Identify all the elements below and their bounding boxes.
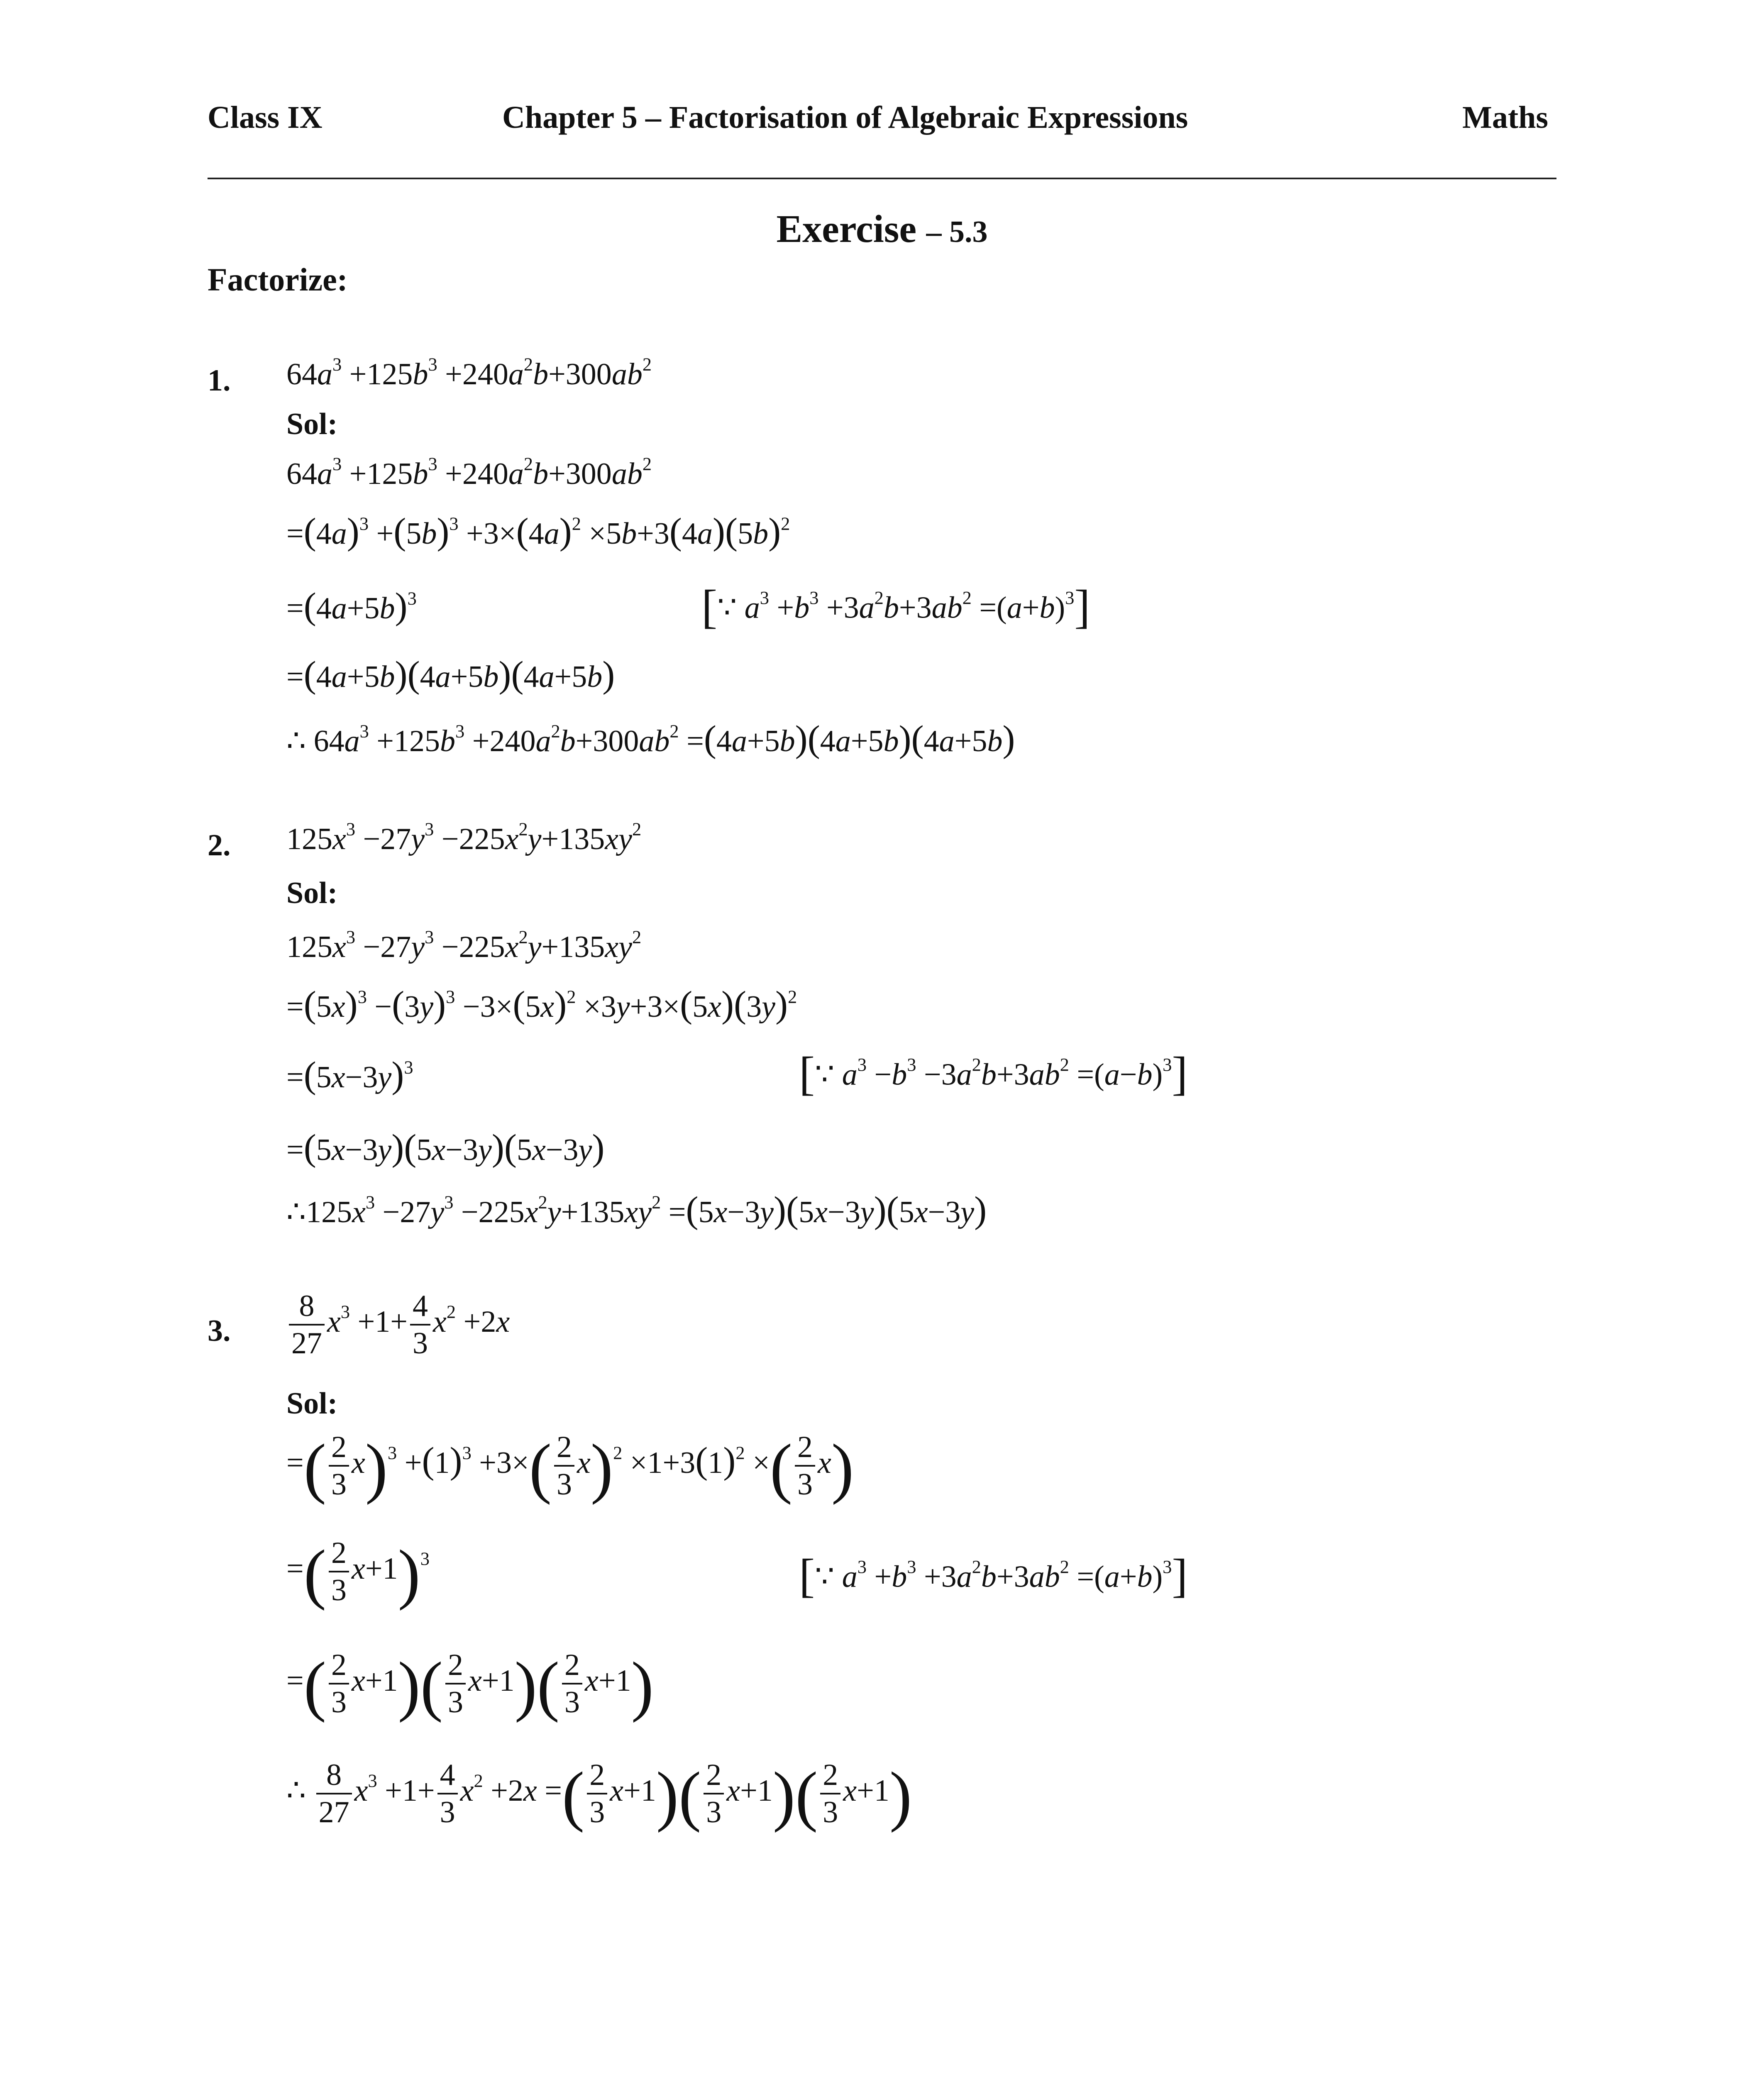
question-number-3: 3.: [208, 1314, 231, 1348]
question-3-problem: $\frac{8}{27}$ $x^3 +1+$ $\frac{4}{3}$ $x^2 +2x$: [286, 1291, 510, 1359]
question-2-problem: $125x^3 -27y^3 -225x^2y+135xy^2$: [286, 818, 642, 856]
sol-label-3: Sol:: [286, 1387, 338, 1421]
exercise-number: – 5.3: [926, 215, 988, 249]
q2-identity: [∵ $a^3 -b^3 -3a^2b+3ab^2 =(a-b)^3$]: [799, 1047, 1188, 1100]
q3-step-4: ∴ $\frac{8}{27}$ $x^3 +1+$ $\frac{4}{3}$ $x^2 +2x$ =( $\frac{2}{3}$ x+1)( $\frac{2}{3}$ x+1)( $\frac{2}{3}$ x+1): [286, 1758, 912, 1833]
header-rule: [208, 178, 1556, 179]
instruction: Factorize:: [208, 261, 348, 298]
question-1-problem: $64a^3 +125b^3 +240a^2b+300ab^2$: [286, 354, 652, 391]
class-label: Class IX: [208, 100, 323, 135]
q3-step-2: =( $\frac{2}{3}$ x+1)$^3$: [286, 1536, 430, 1611]
exercise-word: Exercise: [776, 208, 917, 251]
q1-step-4: =(4a+5b)(4a+5b)(4a+5b): [286, 654, 615, 695]
q1-step-5: ∴ $64a^3 +125b^3 +240a^2b+300ab^2 =(4a+5b)(4a+5b)(4a+5b)$: [286, 718, 1015, 759]
q2-step-2: $=(5x)^3 -(3y)^3 -3\times(5x)^2 \times 3y+3\times(5x)(3y)^2$: [286, 984, 797, 1025]
q3-step-3: =( $\frac{2}{3}$ x+1)( $\frac{2}{3}$ x+1)( $\frac{2}{3}$ x+1): [286, 1648, 654, 1723]
question-number-1: 1.: [208, 364, 231, 398]
question-number-2: 2.: [208, 828, 231, 862]
subject-label: Maths: [1462, 100, 1548, 135]
q3-step-1: =( $\frac{2}{3}$ $x)^3 +(1)^3 +3\times$( $\frac{2}{3}$ $x)^2 \times 1+3(1)^2$ ×( $\frac{2}{3}$ x): [286, 1430, 854, 1506]
chapter-title: Chapter 5 – Factorisation of Algebraic Expressions: [502, 100, 1188, 135]
q2-step-1: $125x^3 -27y^3 -225x^2y+135xy^2$: [286, 926, 642, 964]
q1-step-1: $64a^3 +125b^3 +240a^2b+300ab^2$: [286, 453, 652, 491]
q2-step-5: $\therefore 125x^3 -27y^3 -225x^2y+135xy^2 =(5x-3y)(5x-3y)(5x-3y)$: [286, 1189, 987, 1230]
q1-identity: [∵ $a^3 +b^3 +3a^2b+3ab^2 =(a+b)^3$]: [701, 580, 1090, 633]
q2-step-3: $=(5x-3y)^3$: [286, 1054, 413, 1096]
q1-step-2: $=(4a)^3 +(5b)^3 +3\times(4a)^2 \times 5b+3(4a)(5b)^2$: [286, 510, 790, 552]
q2-step-4: =(5x−3y)(5x−3y)(5x−3y): [286, 1127, 605, 1168]
sol-label-1: Sol:: [286, 407, 338, 441]
q3-identity: [∵ $a^3 +b^3 +3a^2b+3ab^2 =(a+b)^3$]: [799, 1549, 1188, 1602]
sol-label-2: Sol:: [286, 876, 338, 910]
q1-step-3: $=(4a+5b)^3$: [286, 585, 417, 627]
exercise-title: [0, 210, 1764, 249]
